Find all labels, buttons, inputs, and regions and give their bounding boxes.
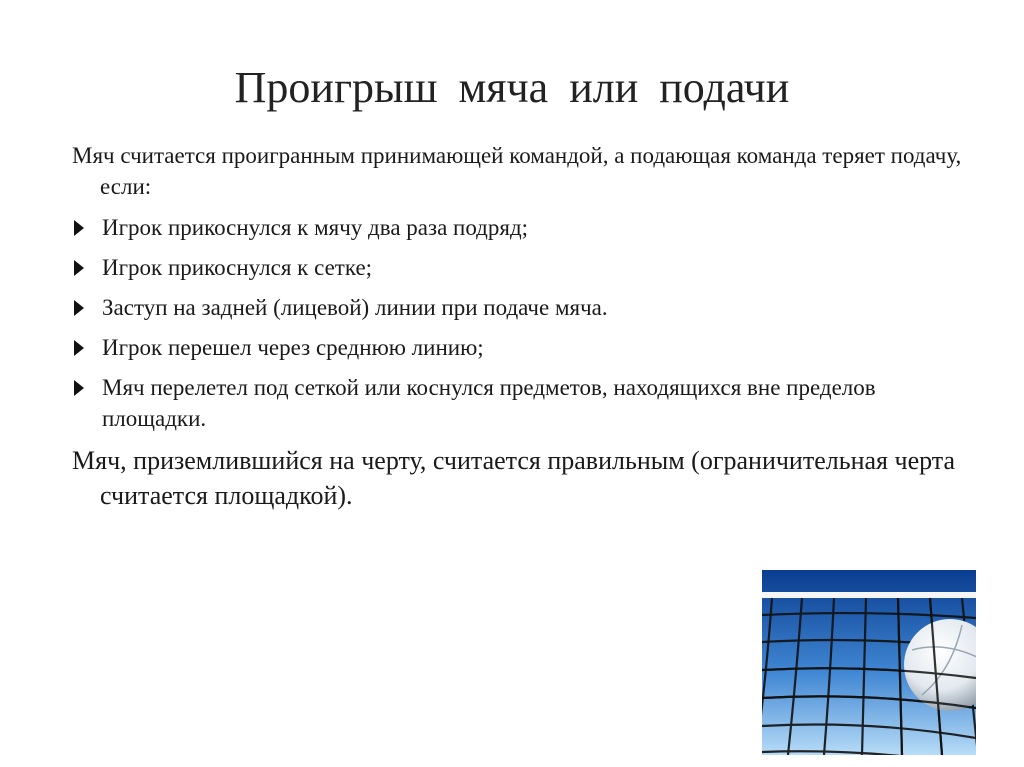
- bullet-list: [72, 212, 972, 434]
- bullet-item: [72, 252, 972, 283]
- intro-text: Мяч считается проигранным принимающей командой, а подающая команда теряет подачу, если:: [72, 143, 962, 199]
- bullet-text: Мяч перелетел под сеткой или коснулся предметов, находящихся вне пределов площадки.: [102, 375, 876, 431]
- slide-title: Проигрыш мяча или подачи: [234, 63, 790, 112]
- volleyball-net-icon: [762, 570, 976, 755]
- bullet-item: [72, 212, 972, 243]
- bullet-text: Игрок прикоснулся к мячу два раза подряд;: [102, 215, 529, 240]
- bullet-arrow-icon: [74, 220, 84, 236]
- bullet-item: [72, 332, 972, 363]
- bullet-text: Игрок прикоснулся к сетке;: [102, 255, 373, 280]
- volleyball-net-photo: [762, 570, 976, 755]
- bullet-text: Заступ на задней (лицевой) линии при подаче мяча.: [102, 295, 608, 320]
- bullet-arrow-icon: [74, 300, 84, 316]
- bullet-arrow-icon: [74, 340, 84, 356]
- bullet-arrow-icon: [74, 380, 84, 396]
- slide-content: [72, 140, 972, 513]
- bullet-text: Игрок перешел через среднюю линию;: [102, 335, 484, 360]
- outro-text: Мяч, приземлившийся на черту, считается правильным (ограничительная черта считается площадкой).: [72, 446, 955, 510]
- bullet-item: [72, 292, 972, 323]
- bullet-item: [72, 372, 972, 434]
- bullet-arrow-icon: [74, 260, 84, 276]
